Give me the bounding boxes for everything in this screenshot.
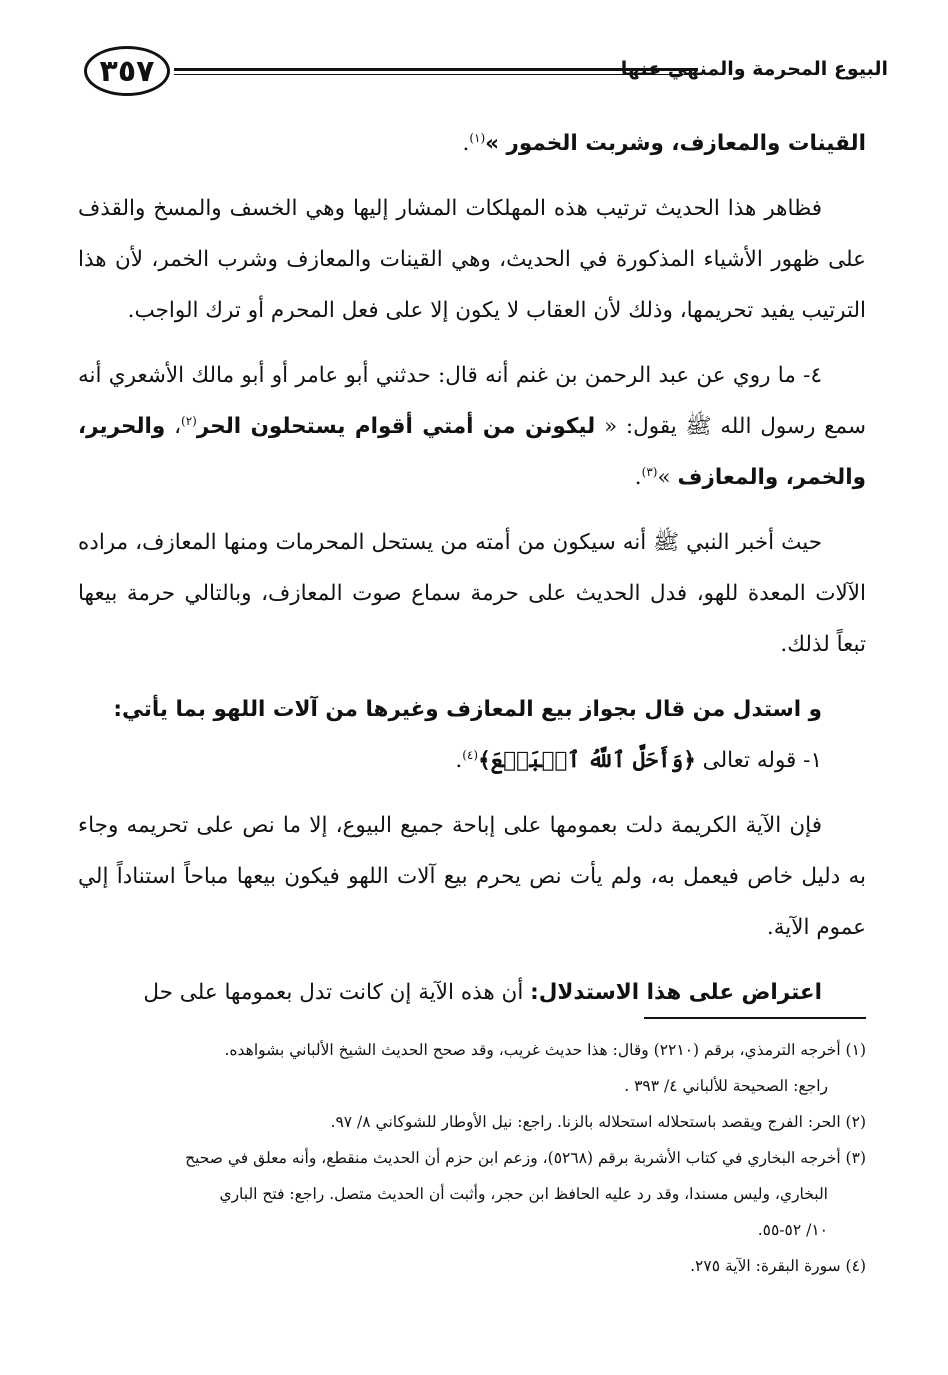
footnote-3-cont: البخاري، وليس مسندا، وقد رد عليه الحافظ ابن حجر، وأثبت أن الحديث متصل. راجع: فتح الباري <box>219 1185 828 1203</box>
hadith-text-end: القينات والمعازف، وشربت الخمور » <box>485 131 866 156</box>
footnote-ref-1: (١) <box>469 130 486 145</box>
footnote-ref-3: (٣) <box>641 464 658 479</box>
footnote-ref-2: (٢) <box>181 413 197 428</box>
footnote-2: (٢) الحر: الفرج ويقصد باستحلاله استحلاله بالزنا. راجع: نيل الأوطار للشوكاني ٨/ ٩٧. <box>330 1113 866 1131</box>
paragraph-continuation: القينات والمعازف، وشربت الخمور »$^{(١)}$. <box>462 130 866 156</box>
paragraph-verse-explanation: فإن الآية الكريمة دلت بعمومها على إباحة جميع البيوع، إلا ما نص على تحريمه وجاء به دليل خاص فيعمل به، ولم يأت نص يحرم بيع آلات اللهو فيكون بيعها مباحاً استناداً إلي عموم الآية. <box>78 813 866 940</box>
quran-verse: ﴿وَأَحَلَّ ٱللَّهُ ٱلۡبَيۡعَ﴾ <box>478 748 696 773</box>
header-rule-thin <box>174 74 698 75</box>
paragraph-explanation: فظاهر هذا الحديث ترتيب هذه المهلكات المشار إليها وهي الخسف والمسخ والقذف على ظهور الأشياء المذكورة في الحديث، وهي القينات والمعازف وشرب الخمر، لأن هذا الترتيب يفيد تحريمها، وذلك لأن العقاب لا يكون إلا على فعل المحرم أو ترك الواجب. <box>78 196 866 323</box>
objection-label: اعتراض على هذا الاستدلال: <box>530 980 822 1005</box>
paragraph-objection: اعتراض على هذا الاستدلال: أن هذه الآية إن كانت تدل بعمومها على حل <box>143 980 822 1005</box>
paragraph-evidence-1: ١- قوله تعالى ﴿وَأَحَلَّ ٱللَّهُ ٱلۡبَيۡعَ﴾$^{(٤)}$. <box>455 747 822 773</box>
hadith-quote-cont: والحرير، والخمر، والمعازف <box>78 414 866 490</box>
section-heading: و استدل من قال بجواز بيع المعازف وغيرها من آلات اللهو بما يأتي: <box>113 697 822 722</box>
running-title: البيوع المحرمة والمنهي عنها <box>620 58 888 80</box>
paragraph-evidence-4: ٤- ما روي عن عبد الرحمن بن غنم أنه قال: حدثني أبو عامر أو أبو مالك الأشعري أنه سمع رسول الله ﷺ يقول: « ليكونن من أمتي أقوام يستحلون الحر$^{(٢)}$، والحرير، والخمر، والمعازف »$^{(٣)}$. <box>78 363 866 490</box>
main-text <box>78 118 866 1032</box>
header-rule-thick <box>174 68 698 71</box>
page-number: ٣٥٧ <box>84 46 170 96</box>
page-header <box>80 46 888 106</box>
footnote-separator <box>644 1017 866 1019</box>
footnote-1-cont: راجع: الصحيحة للألباني ٤/ ٣٩٣ . <box>624 1077 828 1095</box>
footnote-4: (٤) سورة البقرة: الآية ٢٧٥. <box>690 1257 866 1275</box>
footnotes <box>78 1034 866 1286</box>
footnote-3-cont-2: ١٠/ ٥٢-٥٥. <box>757 1221 828 1239</box>
paragraph-hadith-meaning: حيث أخبر النبي ﷺ أنه سيكون من أمته من يستحل المحرمات ومنها المعازف، مراده الآلات المعدة للهو، فدل الحديث على حرمة سماع صوت المعازف، وبالتالي حرمة بيعها تبعاً لذلك. <box>78 530 866 657</box>
hadith-quote: ليكونن من أمتي أقوام يستحلون الحر <box>196 414 596 439</box>
footnote-3: (٣) أخرجه البخاري في كتاب الأشربة برقم (٥٢٦٨)، وزعم ابن حزم أن الحديث منقطع، وأنه معلق في صحيح <box>185 1149 866 1167</box>
footnote-1: (١) أخرجه الترمذي، برقم (٢٢١٠) وقال: هذا حديث غريب، وقد صحح الحديث الشيخ الألباني بشواهده. <box>224 1041 866 1059</box>
footnote-ref-4: (٤) <box>462 747 479 762</box>
